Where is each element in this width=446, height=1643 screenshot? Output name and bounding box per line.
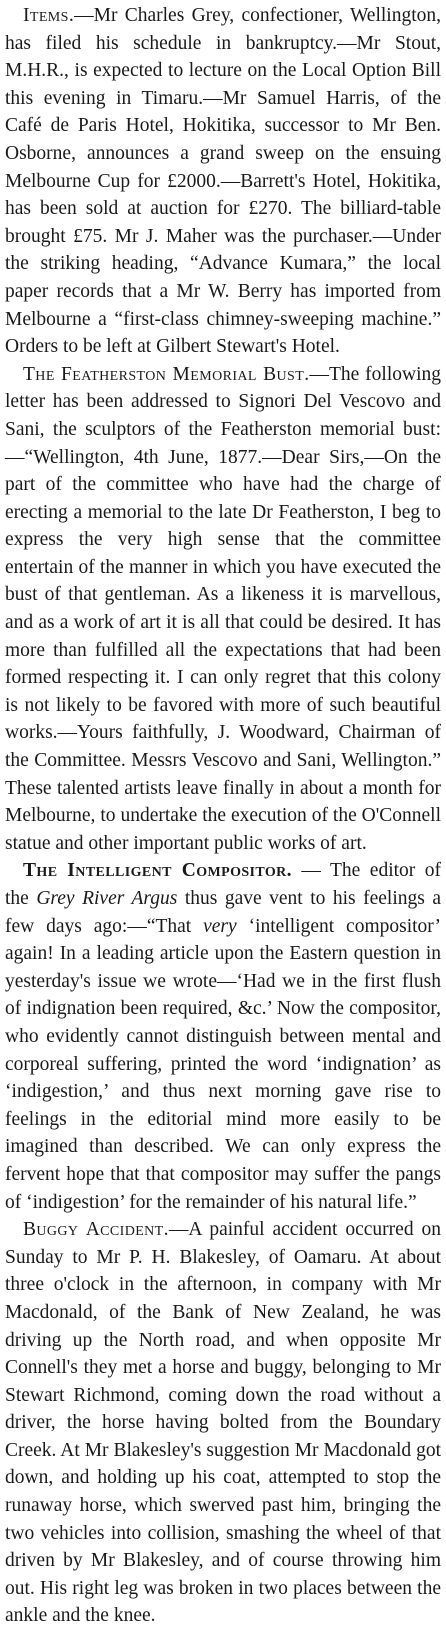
article-body-featherston-bust: —The following letter has been addressed to Signori Del Vescovo and Sani, the sculptors of the Featherston memorial bust:—“Wellington, 4th June, 1877.—Dear Sirs,—On the part of the committee who have had the charge of erecting a memorial to the late Dr Featherston, I beg to express the very high sense that the committee entertain of the manner in which you have executed the bust of that gentleman. As a likeness it is marvellous, and as a work of art it is all that could be desired. It has more than fulfilled all the expectations that had been formed respecting it. I can only regret that this colony is not likely to be favored with more of such beautiful works.—Yours faithfully, J. Woodward, Chairman of the Committee. Messrs Vescovo and Sani, Wellington.” These talented artists leave finally in about a month for Melbourne, to undertake the execution of the O'Connell statue and other important public works of art. — [5, 363, 441, 854]
article-body-intelligent-compositor-mid: thus gave vent to his feelings a few days ago:—“That — [5, 888, 442, 937]
article-body-items: —Mr Charles Grey, confectioner, Wellington, has filed his schedule in bankruptcy.—Mr Stout, M.H.R., is expected to lecture on the Local Option Bill this evening in Timaru.—Mr Samuel Harris, of the Café de Paris Hotel, Hokitika, successor to Mr Ben. Osborne, announces a grand sweep on the ensuing Melbourne Cup for £2000.—Barrett's Hotel, Hokitika, has been sold at auction for £270. The billiard-table brought £75. Mr J. Maher was the purchaser.—Under the striking heading, “Advance Kumara,” the local paper records that a Mr W. Berry has imported from Melbourne a “first-class chimney-sweeping machine.” Orders to be left at Gilbert Stewart's Hotel. — [5, 5, 441, 358]
article-body-intelligent-compositor-post: ‘intelligent compositor’ again! In a leading article upon the Eastern question in yesterday's issue we wrote—‘Had we in the first flush of indignation been required, &c.’ Now the compositor, who evidently cannot distinguish between mental and corporeal suffering, printed the word ‘indignation’ as ‘indigestion,’ and thus next morning gave rise to feelings in the editorial mind more easily to be imagined than described. We can only express the fervent hope that that compositor may suffer the pangs of ‘indigestion’ for the remainder of his natural life.” — [5, 915, 441, 1213]
article-body-intelligent-compositor-pre: — The editor of the — [5, 860, 441, 909]
article-featherston-bust — [5, 361, 441, 858]
article-heading-buggy-accident: Buggy Accident. — [23, 1219, 169, 1241]
article-heading-intelligent-compositor: The Intelligent Compositor. — [23, 860, 292, 882]
emphasis-italic: very — [203, 915, 237, 937]
newspaper-name-italic: Grey River Argus — [36, 888, 178, 909]
article-heading-featherston-bust: The Featherston Memorial Bust. — [23, 363, 310, 385]
article-body-buggy-accident: —A painful accident occurred on Sunday to Mr P. H. Blakesley, of Oamaru. At about three o'clock in the afternoon, in company with Mr Macdonald, of the Bank of New Zealand, he was driving up the North road, and when opposite Mr Connell's they met a horse and buggy, belonging to Mr Stewart Richmond, coming down the road without a driver, the horse having bolted from the Boundary Creek. At Mr Blakesley's suggestion Mr Macdonald got down, and holding up his coat, attempted to stop the runaway horse, which swerved past him, bringing the two vehicles into collision, smashing the wheel of that driven by Mr Blakesley, and of course throwing him out. His right leg was broken in two places between the ankle and the knee. — [5, 1219, 441, 1627]
article-buggy-accident — [5, 1216, 441, 1630]
article-intelligent-compositor — [5, 857, 441, 1216]
article-heading-items: Items. — [23, 5, 75, 26]
article-items — [5, 2, 441, 361]
